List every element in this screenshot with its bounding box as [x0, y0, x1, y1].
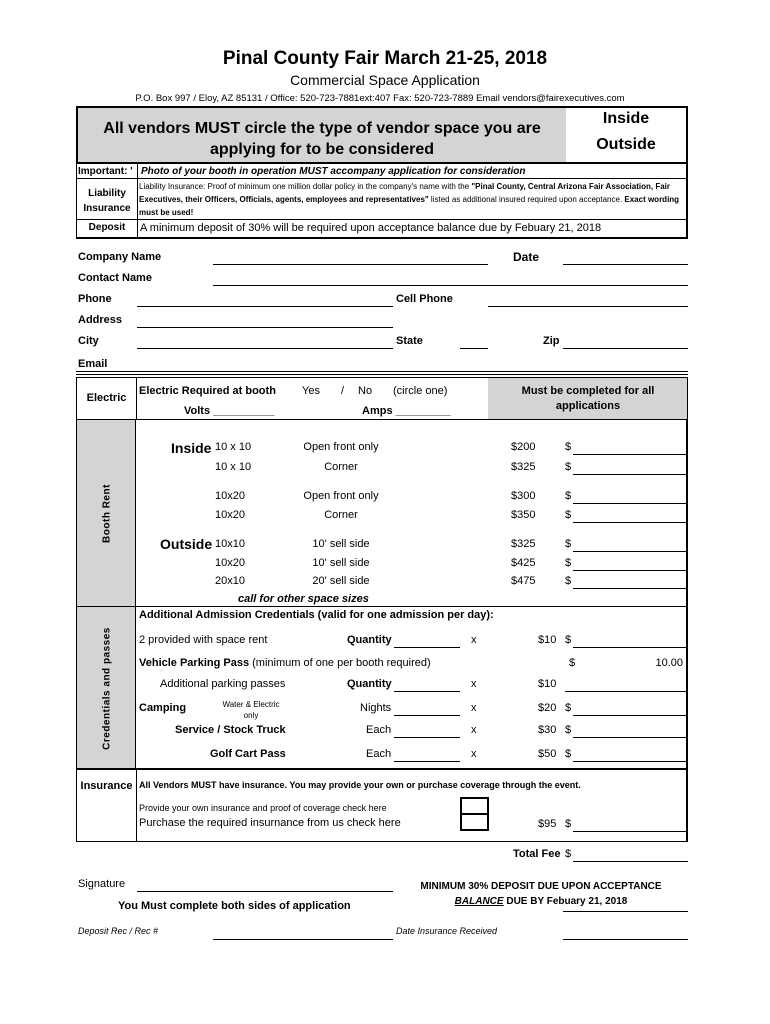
contact-name-input[interactable] [213, 272, 688, 286]
important-label: Important: ' [78, 166, 133, 177]
liability-text-d: Exact wording must be used! [139, 195, 680, 217]
parking-price: $10 [538, 678, 557, 690]
important-text: Photo of your booth in operation MUST accompany application for consideration [141, 166, 526, 177]
volts-field[interactable]: Volts __________ [184, 405, 275, 417]
electric-no[interactable]: No [358, 385, 373, 397]
state-input[interactable] [460, 335, 488, 349]
cell-phone-input[interactable] [488, 293, 688, 307]
date-insurance-input[interactable] [563, 926, 688, 940]
service-truck-input[interactable] [394, 724, 460, 738]
deposit-rec-input[interactable] [213, 926, 393, 940]
company-name-label: Company Name [78, 251, 162, 263]
booth-price: $200 [511, 441, 536, 453]
liability-text-b: "Pinal County, Central Arizona Fair Association, Fair Executives, their Officers, Officials, agents, employees and representatives" [139, 182, 670, 204]
contact-name-label: Contact Name [78, 272, 152, 284]
golf-total-input[interactable] [573, 748, 688, 762]
company-name-input[interactable] [213, 251, 488, 265]
booth-amount-input[interactable] [573, 490, 688, 504]
service-dollar: $ [565, 724, 572, 736]
booth-type: Open front only [303, 441, 379, 453]
min-deposit-notice: MINIMUM 30% DEPOSIT DUE UPON ACCEPTANCE [420, 881, 662, 892]
vehicle-pass-note: (minimum of one per booth required) [249, 657, 431, 669]
camping-price: $20 [538, 702, 557, 714]
booth-size: 10 x 10 [215, 461, 252, 473]
city-input[interactable] [137, 335, 393, 349]
cell-phone-label: Cell Phone [396, 293, 453, 305]
email-label: Email [78, 358, 108, 370]
service-truck-price: $30 [538, 724, 557, 736]
checkbox-divider [462, 813, 487, 815]
booth-amount-input[interactable] [573, 461, 688, 475]
purchase-label: Purchase the required insurnance from us check here [139, 817, 401, 829]
camping-total-input[interactable] [573, 702, 688, 716]
deposit-rec-label: Deposit Rec / Rec # [78, 926, 159, 936]
call-for-sizes: call for other space sizes [238, 593, 369, 605]
quantity-label-1: Quantity [347, 634, 392, 646]
liability-label [77, 186, 137, 216]
booth-price: $325 [511, 538, 536, 550]
booth-dollar: $ [565, 490, 572, 502]
credentials-dollar: $ [565, 634, 572, 646]
each-label-2: Each [366, 748, 392, 760]
address-label: Address [78, 314, 123, 326]
phone-label: Phone [78, 293, 112, 305]
signature-label: Signature [78, 878, 126, 890]
booth-dollar: $ [565, 575, 572, 587]
booth-rent-label: Booth Rent [101, 484, 113, 543]
booth-price: $350 [511, 509, 536, 521]
booth-size: 10x20 [215, 557, 245, 569]
balance-due: DUE BY Febuary 21, 2018 [503, 896, 628, 907]
credentials-total-input[interactable] [573, 634, 688, 648]
balance-notice [396, 896, 686, 907]
both-sides-notice: You Must complete both sides of application [118, 900, 351, 912]
camping-dollar: $ [565, 702, 572, 714]
total-fee-input[interactable] [573, 848, 688, 862]
booth-size: 10x20 [215, 509, 245, 521]
electric-slash: / [341, 385, 345, 397]
booth-amount-input[interactable] [573, 538, 688, 552]
booth-type: 20' sell side [312, 575, 370, 587]
water-electric-note: Water & Electric only [222, 700, 280, 720]
service-truck-label: Service / Stock Truck [175, 724, 286, 736]
booth-price: $325 [511, 461, 536, 473]
notice-text [78, 118, 566, 160]
date-insurance-label: Date Insurance Received [396, 926, 498, 936]
credentials-label: Credentials and passes [101, 627, 113, 750]
liability-text [139, 180, 685, 219]
must-complete-text: Must be completed for all applications [521, 385, 655, 412]
booth-amount-input[interactable] [573, 575, 688, 589]
phone-input[interactable] [137, 293, 393, 307]
credentials-heading: Additional Admission Credentials (valid for one admission per day): [139, 609, 494, 621]
address-input[interactable] [137, 314, 393, 328]
booth-type: 10' sell side [312, 538, 370, 550]
booth-type: Open front only [303, 490, 379, 502]
quantity-label-2: Quantity [347, 678, 392, 690]
city-label: City [78, 335, 99, 347]
service-total-input[interactable] [573, 724, 688, 738]
golf-cart-price: $50 [538, 748, 557, 760]
balance-word: BALANCE [454, 896, 504, 907]
date-input[interactable] [563, 251, 688, 265]
electric-required: Electric Required at booth [139, 385, 276, 397]
insurance-checkbox[interactable] [460, 797, 489, 831]
booth-amount-input[interactable] [573, 509, 688, 523]
booth-amount-input[interactable] [573, 441, 688, 455]
deposit-label: Deposit [88, 222, 126, 233]
booth-dollar: $ [565, 557, 572, 569]
insurance-text: All Vendors MUST have insurance. You may provide your own or purchase coverage through the event. [139, 780, 581, 790]
liability-label-1: Liability [88, 188, 126, 199]
notice-line2: applying for to be considered [209, 141, 435, 158]
booth-price: $475 [511, 575, 536, 587]
provide-own-label: Provide your own insurance and proof of coverage check here [139, 803, 387, 813]
info-block [76, 164, 688, 239]
state-label: State [396, 335, 423, 347]
booth-type: 10' sell side [312, 557, 370, 569]
booth-amount-input[interactable] [573, 557, 688, 571]
parking-quantity-input[interactable] [394, 678, 460, 692]
outside-label: Outside [160, 536, 213, 552]
amps-field[interactable]: Amps _________ [362, 405, 451, 417]
inside-label: Inside [171, 440, 212, 456]
booth-price: $425 [511, 557, 536, 569]
total-dollar: $ [565, 848, 572, 860]
electric-yes[interactable]: Yes [302, 385, 320, 397]
liability-text-c: listed as additional insured required upon acceptance. [428, 195, 625, 204]
electric-section [76, 377, 688, 420]
booth-dollar: $ [565, 461, 572, 473]
booth-size: 10 x 10 [215, 441, 252, 453]
page-subtitle: Commercial Space Application [290, 72, 480, 88]
booth-type: Corner [324, 461, 358, 473]
notice-line1: All vendors MUST circle the type of vendor space you are [103, 120, 541, 137]
additional-parking-label: Additional parking passes [160, 678, 286, 690]
golf-cart-label: Golf Cart Pass [210, 748, 286, 760]
zip-input[interactable] [563, 335, 688, 349]
times-4: x [471, 724, 477, 736]
golf-cart-input[interactable] [394, 748, 460, 762]
vehicle-pass [139, 657, 431, 669]
times-3: x [471, 702, 477, 714]
camping-label: Camping [139, 702, 187, 714]
credentials-price: $10 [538, 634, 557, 646]
insurance-dollar: $ [565, 818, 572, 830]
insurance-price: $95 [538, 818, 557, 830]
vehicle-dollar: $ [569, 657, 576, 669]
golf-dollar: $ [565, 748, 572, 760]
vehicle-amount: 10.00 [655, 657, 683, 669]
booth-type: Corner [324, 509, 358, 521]
total-fee-label: Total Fee [513, 848, 561, 860]
booth-size: 10x20 [215, 490, 245, 502]
outside-option[interactable]: Outside [596, 136, 656, 153]
liability-label-2: Insurance [83, 203, 131, 214]
electric-circle-one: (circle one) [393, 385, 448, 397]
liability-text-a: Liability Insurance: Proof of minimum one million dollar policy in the company's name with the [139, 182, 472, 191]
vehicle-pass-label: Vehicle Parking Pass [139, 657, 250, 669]
booth-size: 10x10 [215, 538, 245, 550]
booth-dollar: $ [565, 538, 572, 550]
notice-box [76, 106, 688, 164]
times-5: x [471, 748, 477, 760]
date-label: Date [513, 250, 540, 264]
parking-total-input[interactable] [565, 678, 688, 692]
signature-input[interactable] [137, 878, 393, 892]
inside-option[interactable]: Inside [602, 110, 650, 127]
insurance-label: Insurance [80, 780, 133, 792]
booth-dollar: $ [565, 509, 572, 521]
booth-dollar: $ [565, 441, 572, 453]
zip-label: Zip [543, 335, 560, 347]
contact-info: P.O. Box 997 / Eloy, AZ 85131 / Office: 520-723-7881ext:407 Fax: 520-723-7889 Email vendors@fairexecutives.com [135, 93, 625, 104]
nights-label: Nights [360, 702, 392, 714]
times-1: x [471, 634, 477, 646]
booth-size: 20x10 [215, 575, 245, 587]
times-2: x [471, 678, 477, 690]
insurance-total-input[interactable] [573, 818, 688, 832]
credentials-quantity-input[interactable] [394, 634, 460, 648]
provided-label: 2 provided with space rent [139, 634, 268, 646]
deposit-text: A minimum deposit of 30% will be required upon acceptance balance due by Febuary 21, 2018 [140, 222, 602, 234]
booth-price: $300 [511, 490, 536, 502]
each-label-1: Each [366, 724, 392, 736]
electric-label: Electric [86, 392, 127, 404]
nights-input[interactable] [394, 702, 460, 716]
page-title: Pinal County Fair March 21-25, 2018 [222, 48, 548, 69]
